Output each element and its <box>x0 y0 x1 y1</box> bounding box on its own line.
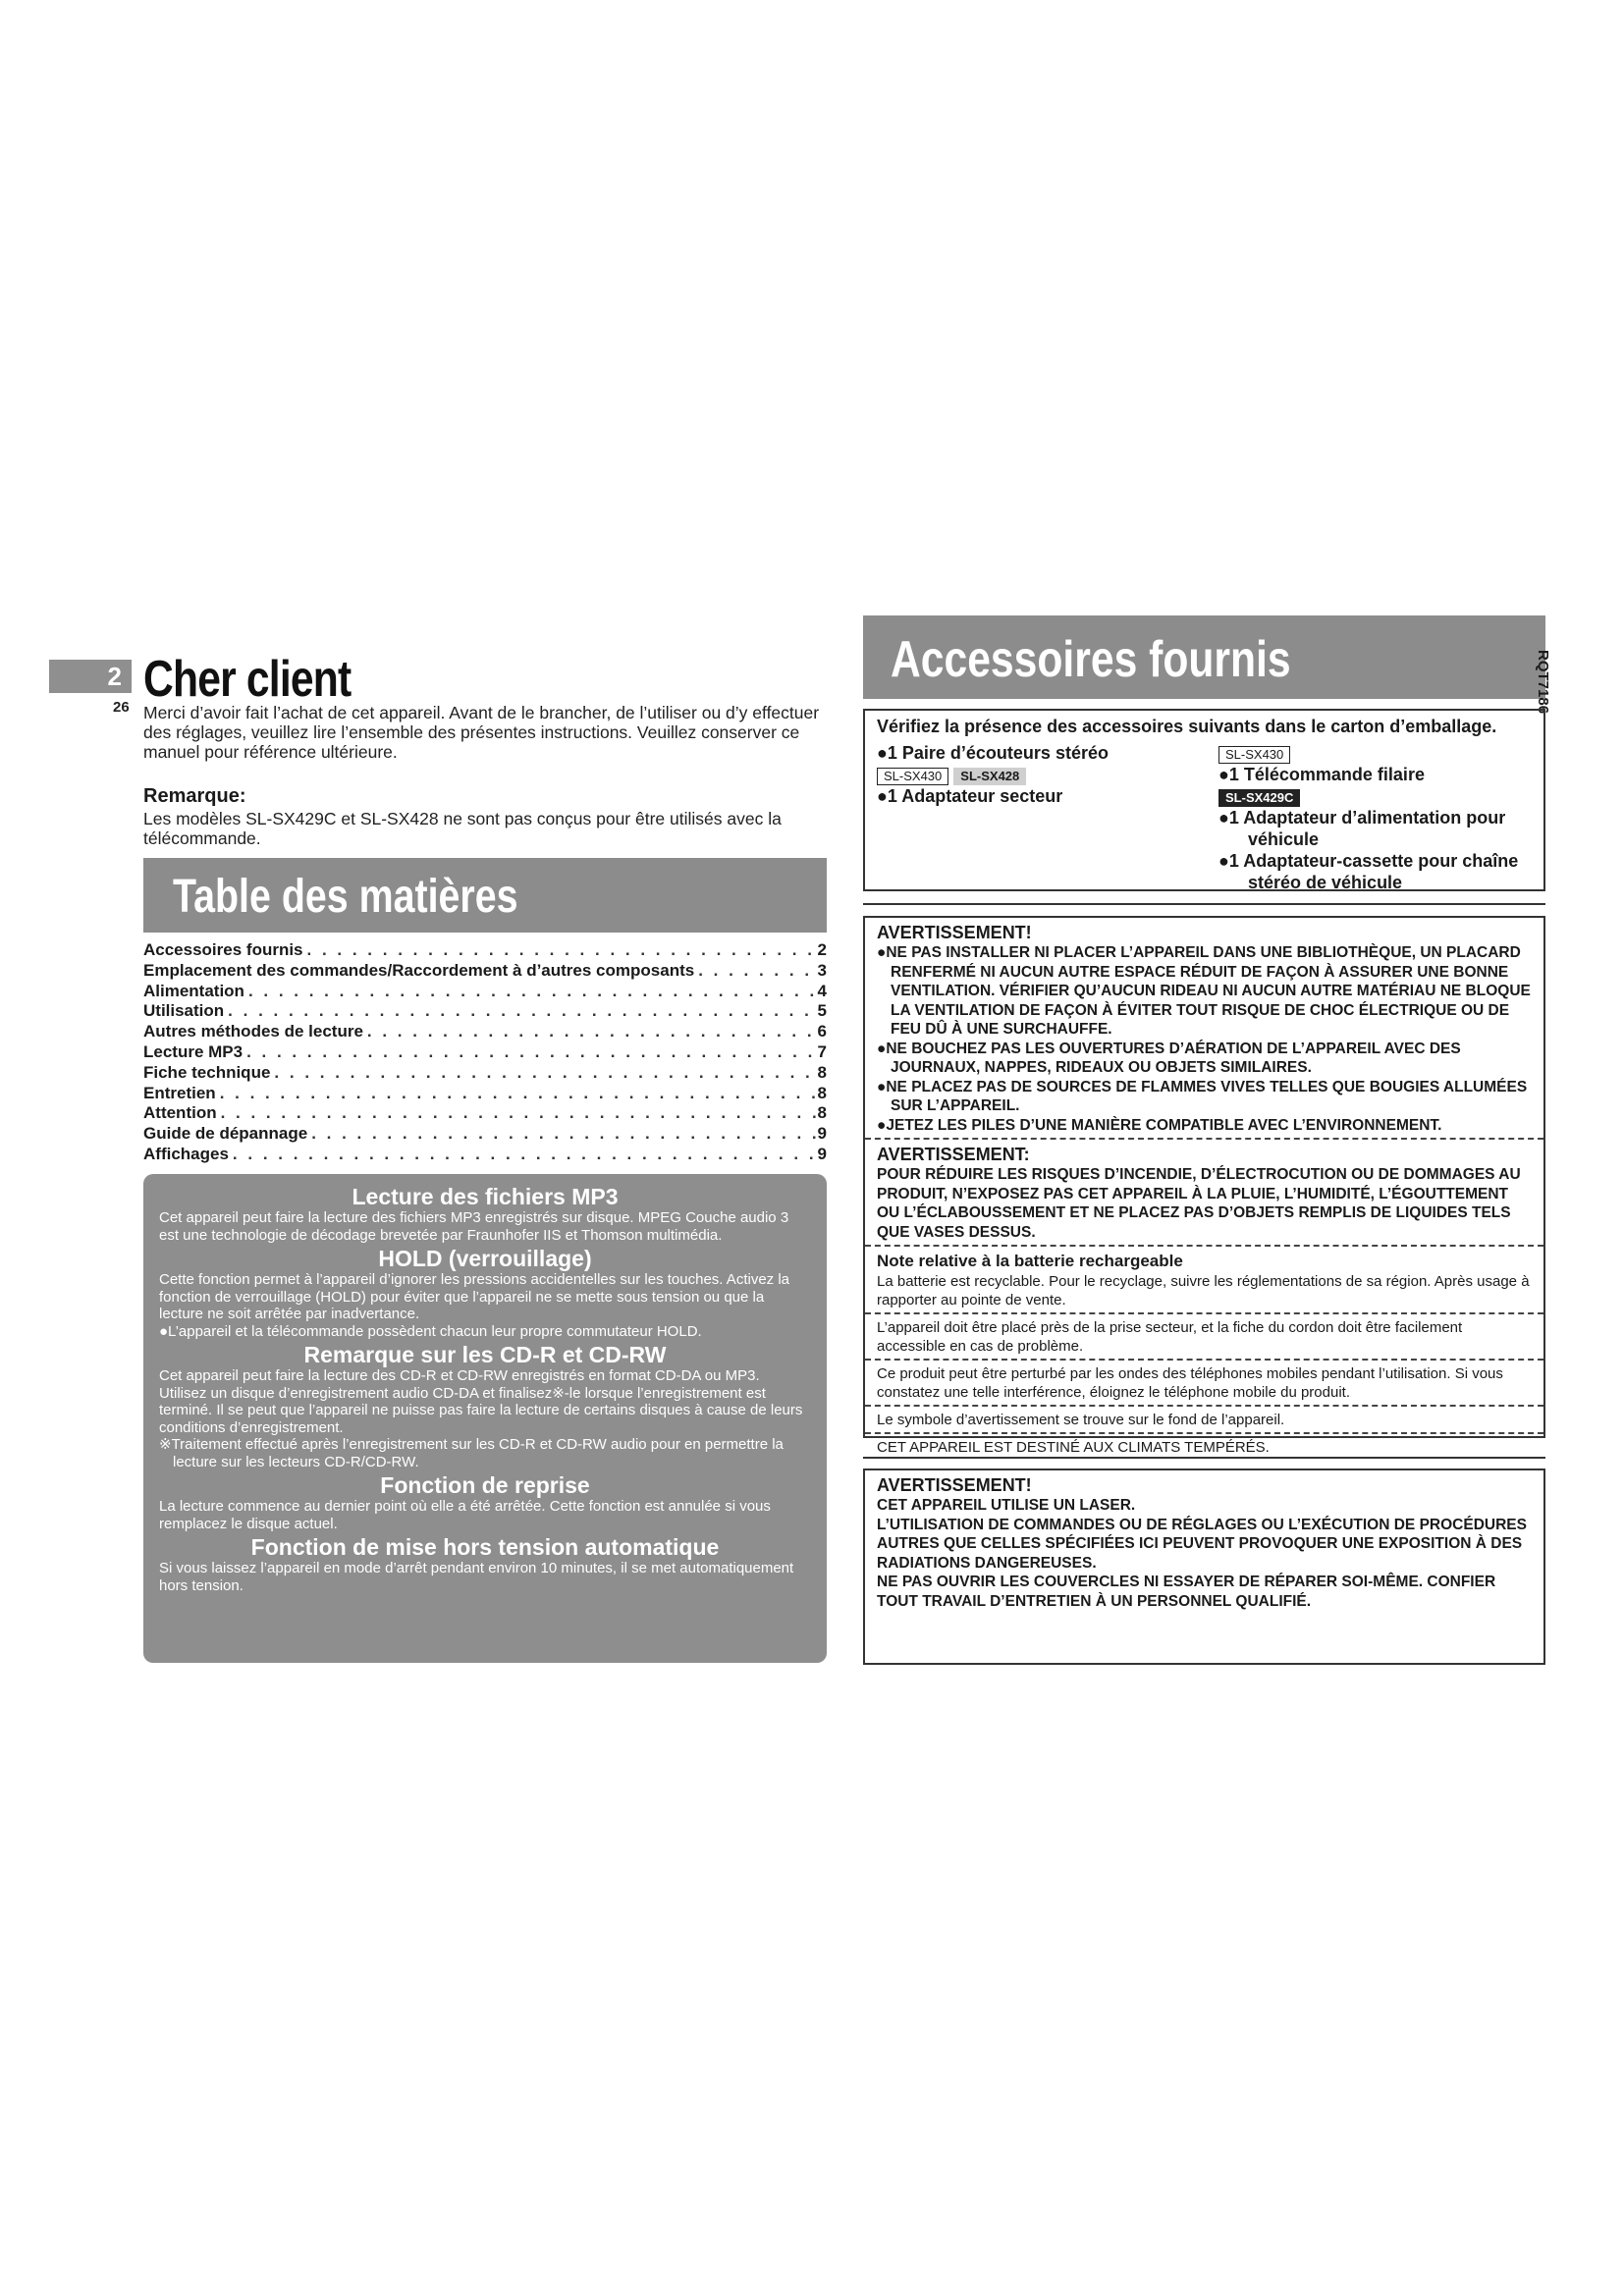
cdr-heading: Remarque sur les CD-R et CD-RW <box>303 1342 667 1367</box>
hold-item: ●L’appareil et la télécommande possèdent chacun leur propre commutateur HOLD. <box>159 1322 702 1340</box>
toc-label: Entretien <box>143 1083 216 1102</box>
dashed-divider <box>865 1312 1543 1314</box>
toc-leader <box>217 1103 818 1124</box>
toc-row[interactable] <box>143 1145 827 1165</box>
toc-label: Autres méthodes de lecture <box>143 1022 363 1041</box>
toc-leader <box>363 1022 818 1042</box>
toc-label: Guide de dépannage <box>143 1124 308 1144</box>
toc-row[interactable] <box>143 1042 827 1063</box>
battery-text: La batterie est recyclable. Pour le recyclage, suivre les réglementations de sa région. Après usage à rapporter au pointe de vente. <box>877 1273 1530 1308</box>
toc-row[interactable] <box>143 1103 827 1124</box>
model-badge: SL-SX428 <box>953 768 1026 785</box>
mp3-text: Cet appareil peut faire la lecture des fichiers MP3 enregistrés sur disque. MPEG Couche audio 3 est une technologie de décodage brevetée par Fraunhofer IIS et Thomson multimédia. <box>159 1209 789 1244</box>
warning-text: POUR RÉDUIRE LES RISQUES D’INCENDIE, D’ÉLECTROCUTION OU DE DOMMAGES AU PRODUIT, N’EXPOSEZ PAS CET APPAREIL À LA PLUIE, L’HUMIDITÉ, L’ÉGOUTTEMENT OU L’ÉCLABOUSSEMENT ET NE PLACEZ PAS D’OBJETS REMPLIS DE LIQUIDES TELS QUE VASES DESSUS. <box>877 1166 1521 1241</box>
accessory-item: ●1 Adaptateur d’alimentation pour <box>1218 808 1506 828</box>
toc-row[interactable] <box>143 961 827 982</box>
toc-row[interactable] <box>143 1063 827 1084</box>
resume-heading: Fonction de reprise <box>380 1472 590 1498</box>
toc-leader <box>229 1145 818 1165</box>
toc-page: 2 <box>817 940 827 959</box>
accessory-item-cont: stéréo de véhicule <box>1248 873 1403 892</box>
dashed-divider <box>865 1432 1543 1434</box>
toc-label: Fiche technique <box>143 1062 271 1082</box>
toc-title: Table des matières <box>173 871 518 923</box>
toc-row[interactable] <box>143 1001 827 1022</box>
warning-heading: AVERTISSEMENT: <box>877 1145 1030 1164</box>
toc-label: Accessoires fournis <box>143 940 303 959</box>
laser-line: CET APPAREIL UTILISE UN LASER. <box>877 1497 1136 1514</box>
toc-label: Alimentation <box>143 981 244 1000</box>
accessories-intro: Vérifiez la présence des accessoires suivants dans le carton d’emballage. <box>877 717 1497 736</box>
toc-page: 4 <box>817 981 827 1000</box>
remarque-text: Les modèles SL-SX429C et SL-SX428 ne sont pas conçus pour être utilisés avec la télécommande. <box>143 809 782 848</box>
warning-item: ●NE PLACEZ PAS DE SOURCES DE FLAMMES VIVES TELLES QUE BOUGIES ALLUMÉES SUR L’APPAREIL. <box>877 1078 1528 1114</box>
toc-label: Emplacement des commandes/Raccordement à d’autres composants <box>143 960 695 980</box>
toc-page: 7 <box>817 1041 827 1061</box>
model-badge: SL-SX430 <box>1218 746 1290 764</box>
toc-label: Utilisation <box>143 1001 225 1021</box>
warnings-box <box>863 916 1545 1456</box>
dashed-divider <box>865 1138 1543 1140</box>
toc-page: 9 <box>817 1144 827 1163</box>
toc-label: Affichages <box>143 1144 229 1163</box>
toc-page: 9 <box>817 1124 827 1144</box>
toc-label: Lecture MP3 <box>143 1041 244 1061</box>
toc-row[interactable] <box>143 1124 827 1145</box>
toc-row[interactable] <box>143 940 827 961</box>
toc-label: Attention <box>143 1103 217 1123</box>
toc-page: 8 <box>817 1062 827 1082</box>
battery-heading: Note relative à la batterie rechargeable <box>877 1252 1183 1270</box>
model-badge: SL-SX429C <box>1218 789 1300 807</box>
toc-leader <box>270 1063 817 1084</box>
resume-text: La lecture commence au dernier point où elle a été arrêtée. Cette fonction est annulée si vous remplacez le disque actuel. <box>159 1498 771 1532</box>
toc-leader <box>243 1042 817 1063</box>
accessories-box <box>863 709 1545 891</box>
accessory-item: ●1 Adaptateur-cassette pour chaîne <box>1218 851 1519 871</box>
warning-heading: AVERTISSEMENT! <box>877 1475 1032 1495</box>
warning-item: ●NE PAS INSTALLER NI PLACER L’APPAREIL DANS UNE BIBLIOTHÈQUE, UN PLACARD RENFERMÉ NI AUCUN AUTRE ESPACE RÉDUIT DE FAÇON À ASSURER UNE BONNE VENTILATION. VÉRIFIER QU’AUCUN RIDEAU NI AUCUN AUTRE MATÉRIAU NE BLOQUE LA VENTILATION DE FAÇON À ÉVITER TOUT RISQUE DE CHOC ÉLECTRIQUE OU DE FEU DÛ À UNE SURCHAUFFE. <box>877 944 1531 1038</box>
divider <box>863 1457 1545 1459</box>
toc-leader <box>307 1124 817 1145</box>
toc-leader <box>303 940 818 961</box>
toc-leader <box>224 1001 817 1022</box>
accessories-title: Accessoires fournis <box>891 631 1291 688</box>
toc-page: 6 <box>817 1022 827 1041</box>
dashed-divider <box>865 1405 1543 1407</box>
toc-row[interactable] <box>143 982 827 1002</box>
dashed-divider <box>865 1245 1543 1247</box>
hold-heading: HOLD (verrouillage) <box>378 1246 592 1271</box>
toc-page: 5 <box>817 1001 827 1021</box>
cdr-note: ※Traitement effectué après l’enregistrement sur les CD-R et CD-RW audio pour en permettre la lecture sur les lecteurs CD-R/CD-RW. <box>159 1436 784 1470</box>
accessory-item: ●1 Adaptateur secteur <box>877 786 1063 806</box>
cdr-text: Cet appareil peut faire la lecture des CD-R et CD-RW enregistrés en format CD-DA ou MP3. Utilisez un disque d’enregistrement audio CD-DA et finalisez※-le lorsque l’enregistrement est terminé. Il se peut que l’appareil ne puisse pas faire la lecture de certains disques à cause de leurs conditions d’enregistrement. <box>159 1367 803 1436</box>
info-box <box>143 1174 827 1663</box>
warning-heading: AVERTISSEMENT! <box>877 923 1032 942</box>
toc-leader <box>694 961 817 982</box>
document-code: RQT7186 <box>1535 650 1551 715</box>
auto-off-heading: Fonction de mise hors tension automatique <box>250 1534 720 1560</box>
plug-text: L’appareil doit être placé près de la prise secteur, et la fiche du cordon doit être facilement accessible en cas de problème. <box>877 1319 1463 1355</box>
toc-row[interactable] <box>143 1084 827 1104</box>
toc-leader <box>216 1084 818 1104</box>
dashed-divider <box>865 1359 1543 1361</box>
table-of-contents <box>143 940 827 1165</box>
page-title: Cher client <box>143 651 352 708</box>
accessories-banner <box>863 615 1545 699</box>
accessory-item-cont: véhicule <box>1248 829 1320 849</box>
intro-text: Merci d’avoir fait l’achat de cet appareil. Avant de le brancher, de l’utiliser ou d’y effectuer des réglages, veuillez lire l’ensemble des présentes instructions. Veuillez conserver ce manuel pour référence ultérieure. <box>143 703 820 762</box>
toc-banner <box>143 858 827 933</box>
laser-warning-box <box>863 1468 1545 1665</box>
toc-page: 3 <box>817 960 827 980</box>
climate-text: CET APPAREIL EST DESTINÉ AUX CLIMATS TEMPÉRÉS. <box>877 1439 1270 1456</box>
auto-off-text: Si vous laissez l’appareil en mode d’arrêt pendant environ 10 minutes, il se met automatiquement hors tension. <box>159 1560 794 1594</box>
toc-page: 8 <box>817 1083 827 1102</box>
accessory-item: ●1 Paire d’écouteurs stéréo <box>877 743 1109 763</box>
accessory-item: ●1 Télécommande filaire <box>1218 765 1425 784</box>
toc-leader <box>244 982 818 1002</box>
divider <box>863 903 1545 905</box>
toc-row[interactable] <box>143 1022 827 1042</box>
toc-page: 8 <box>817 1103 827 1123</box>
laser-line: L’UTILISATION DE COMMANDES OU DE RÉGLAGES OU L’EXÉCUTION DE PROCÉDURES AUTRES QUE CELLES SPÉCIFIÉES ICI PEUVENT PROVOQUER UNE EXPOSITION À DES RADIATIONS DANGEREUSES. <box>877 1516 1527 1572</box>
page-number-tab: 2 <box>49 660 132 693</box>
sub-page-number: 26 <box>113 699 130 716</box>
mp3-heading: Lecture des fichiers MP3 <box>352 1184 619 1209</box>
warning-item: ●NE BOUCHEZ PAS LES OUVERTURES D’AÉRATION DE L’APPAREIL AVEC DES JOURNAUX, NAPPES, RIDEAUX OU OBJETS SIMILAIRES. <box>877 1040 1461 1076</box>
warning-item: ●JETEZ LES PILES D’UNE MANIÈRE COMPATIBLE AVEC L’ENVIRONNEMENT. <box>877 1116 1442 1134</box>
hold-text: Cette fonction permet à l’appareil d’ignorer les pressions accidentelles sur les touches. Activez la fonction de verrouillage (HOLD) pour éviter que l’appareil ne se mette sous tension ou que la lecture ne soit arrêtée par inadvertance. <box>159 1271 789 1322</box>
symbol-text: Le symbole d’avertissement se trouve sur le fond de l’appareil. <box>877 1412 1285 1428</box>
remarque-heading: Remarque: <box>143 785 246 807</box>
model-badge: SL-SX430 <box>877 768 948 785</box>
mobile-text: Ce produit peut être perturbé par les ondes des téléphones mobiles pendant l’utilisation. Si vous constatez une telle interférence, éloignez le téléphone mobile du produit. <box>877 1365 1503 1401</box>
laser-line: NE PAS OUVRIR LES COUVERCLES NI ESSAYER DE RÉPARER SOI-MÊME. CONFIER TOUT TRAVAIL D’ENTRETIEN À UN PERSONNEL QUALIFIÉ. <box>877 1574 1496 1610</box>
